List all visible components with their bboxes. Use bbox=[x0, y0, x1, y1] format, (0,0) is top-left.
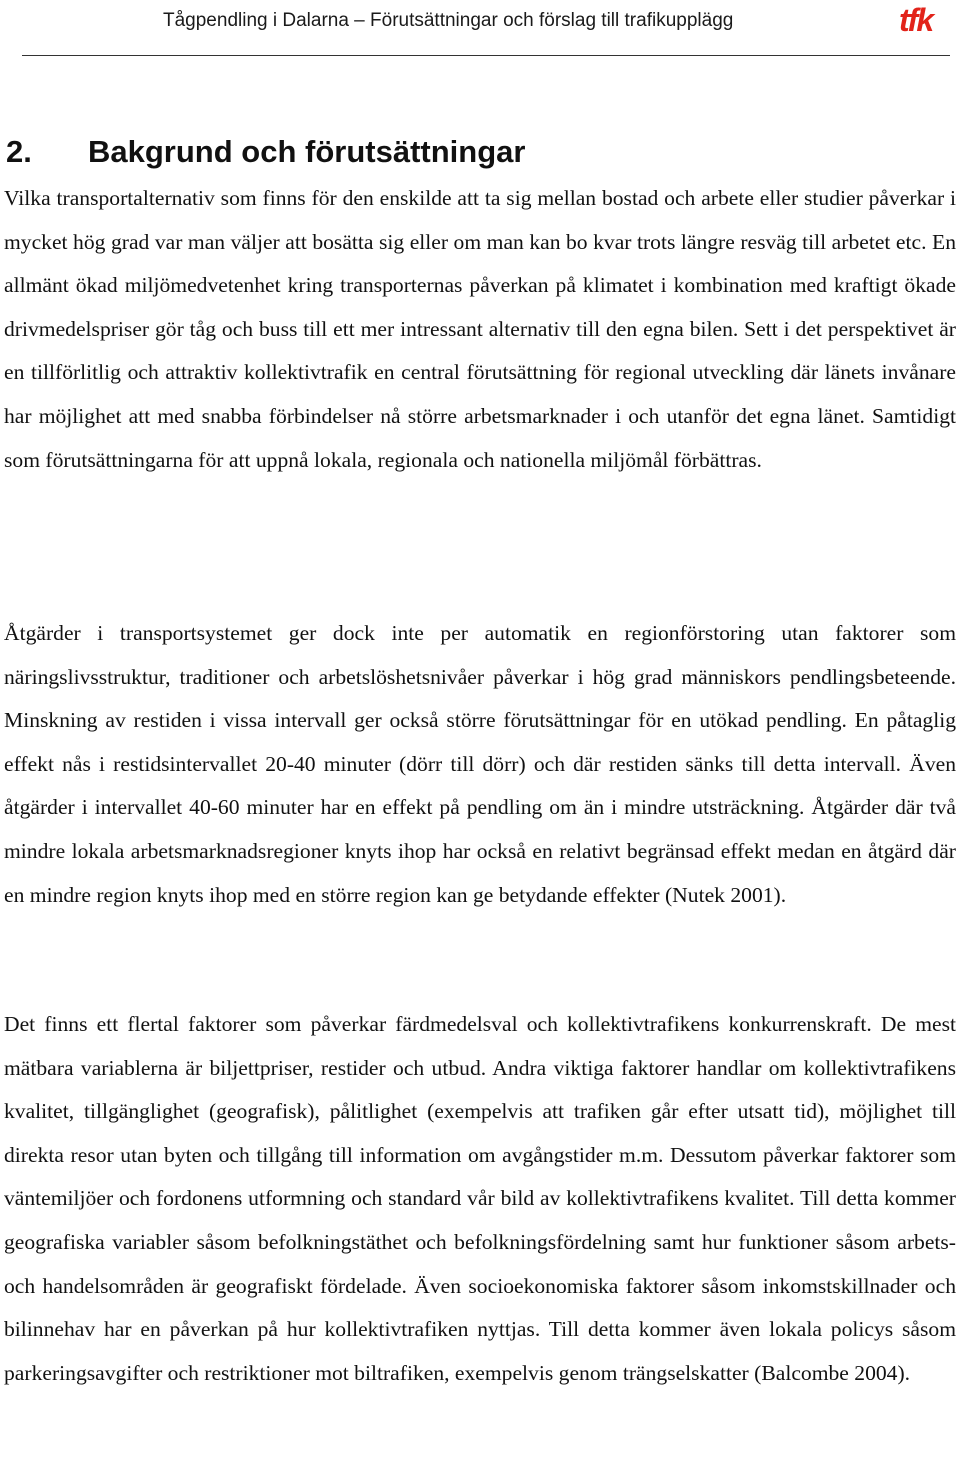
tfk-logo bbox=[898, 0, 950, 40]
header-divider bbox=[22, 55, 950, 56]
page-header bbox=[0, 0, 960, 60]
section-title: Bakgrund och förutsättningar bbox=[88, 133, 526, 169]
body-paragraph-3: Det finns ett flertal faktorer som påverkar färdmedelsval och kollektivtrafikens konkurrenskraft. De mest mätbara variablerna är biljettpriser, restider och utbud. Andra viktiga faktorer handlar om kollektivtrafikens kvalitet, tillgänglighet (geografisk), pålitlighet (exempelvis att trafiken går efter utsatt tid), möjlighet till direkta resor utan byten och tillgång till information om avgångstider m.m. Dessutom påverkar faktorer som väntemiljöer och fordonens utformning och standard vår bild av kollektivtrafikens kvalitet. Till detta kommer geografiska variabler såsom befolkningstäthet och befolkningsfördelning samt hur funktioner såsom arbets- och handelsområden är geografiskt fördelade. Även socioekonomiska faktorer såsom inkomstskillnader och bilinnehav har en påverkan på hur kollektivtrafiken nyttjas. Till detta kommer även lokala policys såsom parkeringsavgifter och restriktioner mot biltrafiken, exempelvis genom trängselskatter (Balcombe 2004). bbox=[4, 1012, 956, 1385]
running-header-title: Tågpendling i Dalarna – Förutsättningar och förslag till trafikupplägg bbox=[163, 10, 734, 31]
section-heading bbox=[6, 134, 525, 170]
body-paragraph-1: Vilka transportalternativ som finns för den enskilde att ta sig mellan bostad och arbete eller studier påverkar i mycket hög grad var man väljer att bosätta sig eller om man kan bo kvar trots längre resväg till arbetet etc. En allmänt ökad miljömedvetenhet kring transporternas påverkan på klimatet i kombination med kraftigt ökade drivmedelspriser gör tåg och buss till ett mer intressant alternativ till den egna bilen. Sett i det perspektivet är en tillförlitlig och attraktiv kollektivtrafik en central förutsättning för regional utveckling där länets invånare har möjlighet att med snabba förbindelser nå större arbetsmarknader i och utanför det egna länet. Samtidigt som förutsättningarna för att uppnå lokala, regionala och nationella miljömål förbättras. bbox=[4, 186, 956, 472]
body-paragraph-2: Åtgärder i transportsystemet ger dock inte per automatik en regionförstoring utan faktorer som näringslivsstruktur, traditioner och arbetslöshetsnivåer påverkar i hög grad människors pendlingsbeteende. Minskning av restiden i vissa intervall ger också större förutsättningar för en utökad pendling. En påtaglig effekt nås i restidsintervallet 20-40 minuter (dörr till dörr) och där restiden sänks till detta intervall. Även åtgärder i intervallet 40-60 minuter har en effekt på pendling om än i mindre utsträckning. Åtgärder där två mindre lokala arbetsmarknadsregioner knyts ihop har också en relativt begränsad effekt medan en åtgärd där en mindre region knyts ihop med en större region kan ge betydande effekter (Nutek 2001). bbox=[4, 621, 956, 907]
section-number: 2. bbox=[6, 133, 32, 169]
svg-text:tfk: tfk bbox=[899, 2, 933, 38]
